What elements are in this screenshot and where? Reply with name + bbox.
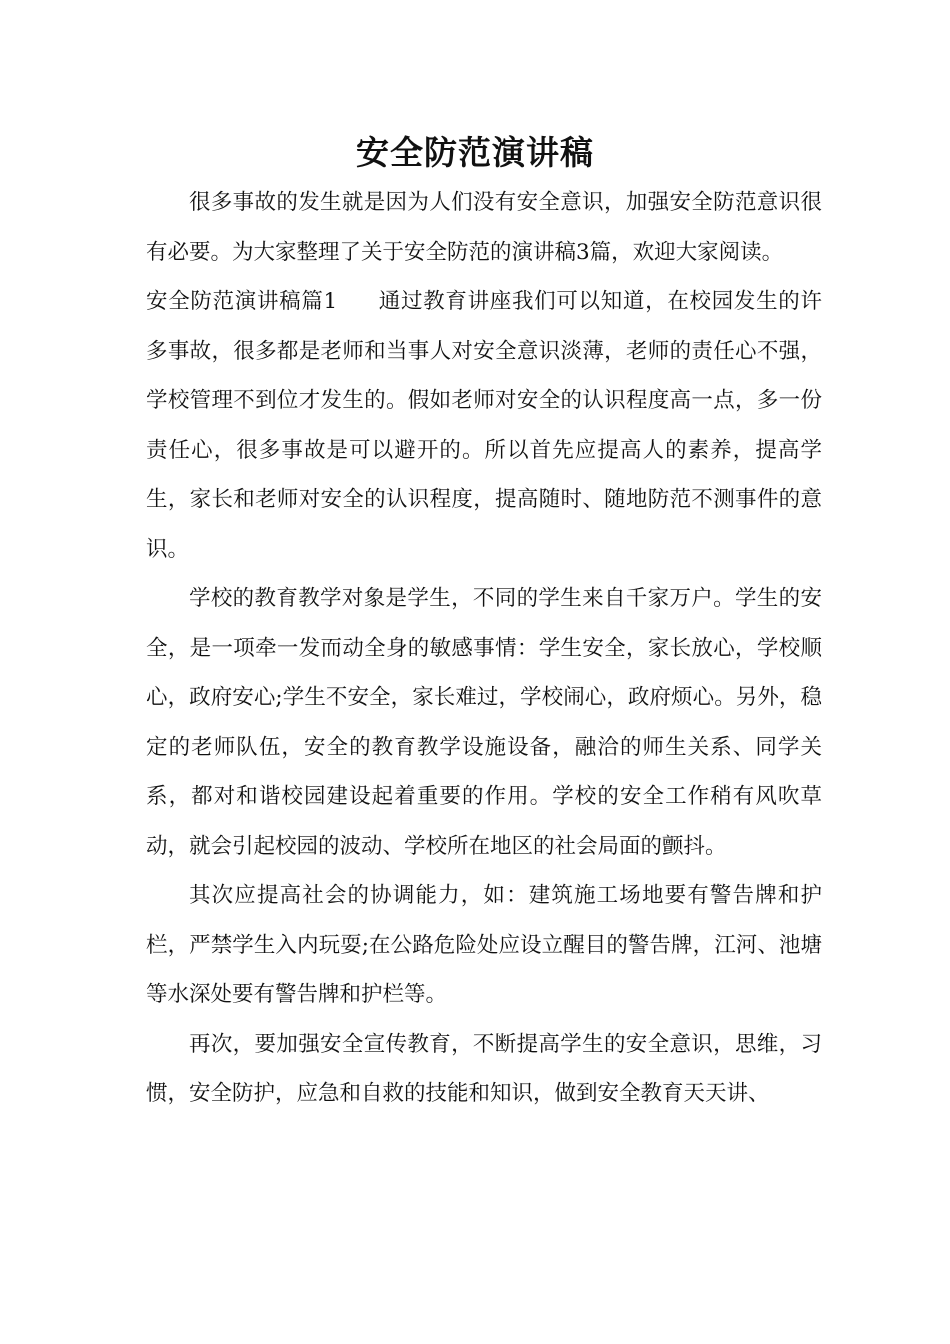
body-paragraph-2: 学校的教育教学对象是学生，不同的学生来自千家万户。学生的安全，是一项牵一发而动全身的敏感事情：学生安全，家长放心，学校顺心，政府安心;学生不安全，家长难过，学校闹心，政府烦心。另外，稳定的老师队伍，安全的教育教学设施设备，融洽的师生关系、同学关系，都对和谐校园建设起着重要的作用。学校的安全工作稍有风吹草动，就会引起校园的波动、学校所在地区的社会局面的颤抖。 (146, 586, 822, 859)
section-1-paragraph (146, 277, 822, 574)
body-paragraph-4: 再次，要加强安全宣传教育，不断提高学生的安全意识，思维，习惯，安全防护，应急和自救的技能和知识，做到安全教育天天讲、 (146, 1031, 822, 1106)
intro-paragraph: 很多事故的发生就是因为人们没有安全意识，加强安全防范意识很有必要。为大家整理了关于安全防范的演讲稿3篇，欢迎大家阅读。 (146, 190, 822, 265)
document-body (146, 178, 822, 1119)
body-paragraph-3: 其次应提高社会的协调能力，如：建筑施工场地要有警告牌和护栏，严禁学生入内玩耍;在公路危险处应设立醒目的警告牌，江河、池塘等水深处要有警告牌和护栏等。 (146, 883, 822, 1007)
section-heading: 安全防范演讲稿篇1 (146, 289, 338, 314)
document-title: 安全防范演讲稿 (356, 133, 594, 172)
section-1-text: 通过教育讲座我们可以知道，在校园发生的许多事故，很多都是老师和当事人对安全意识淡薄，老师的责任心不强，学校管理不到位才发生的。假如老师对安全的认识程度高一点，多一份责任心，很多事故是可以避开的。所以首先应提高人的素养，提高学生，家长和老师对安全的认识程度，提高随时、随地防范不测事件的意识。 (146, 289, 822, 562)
